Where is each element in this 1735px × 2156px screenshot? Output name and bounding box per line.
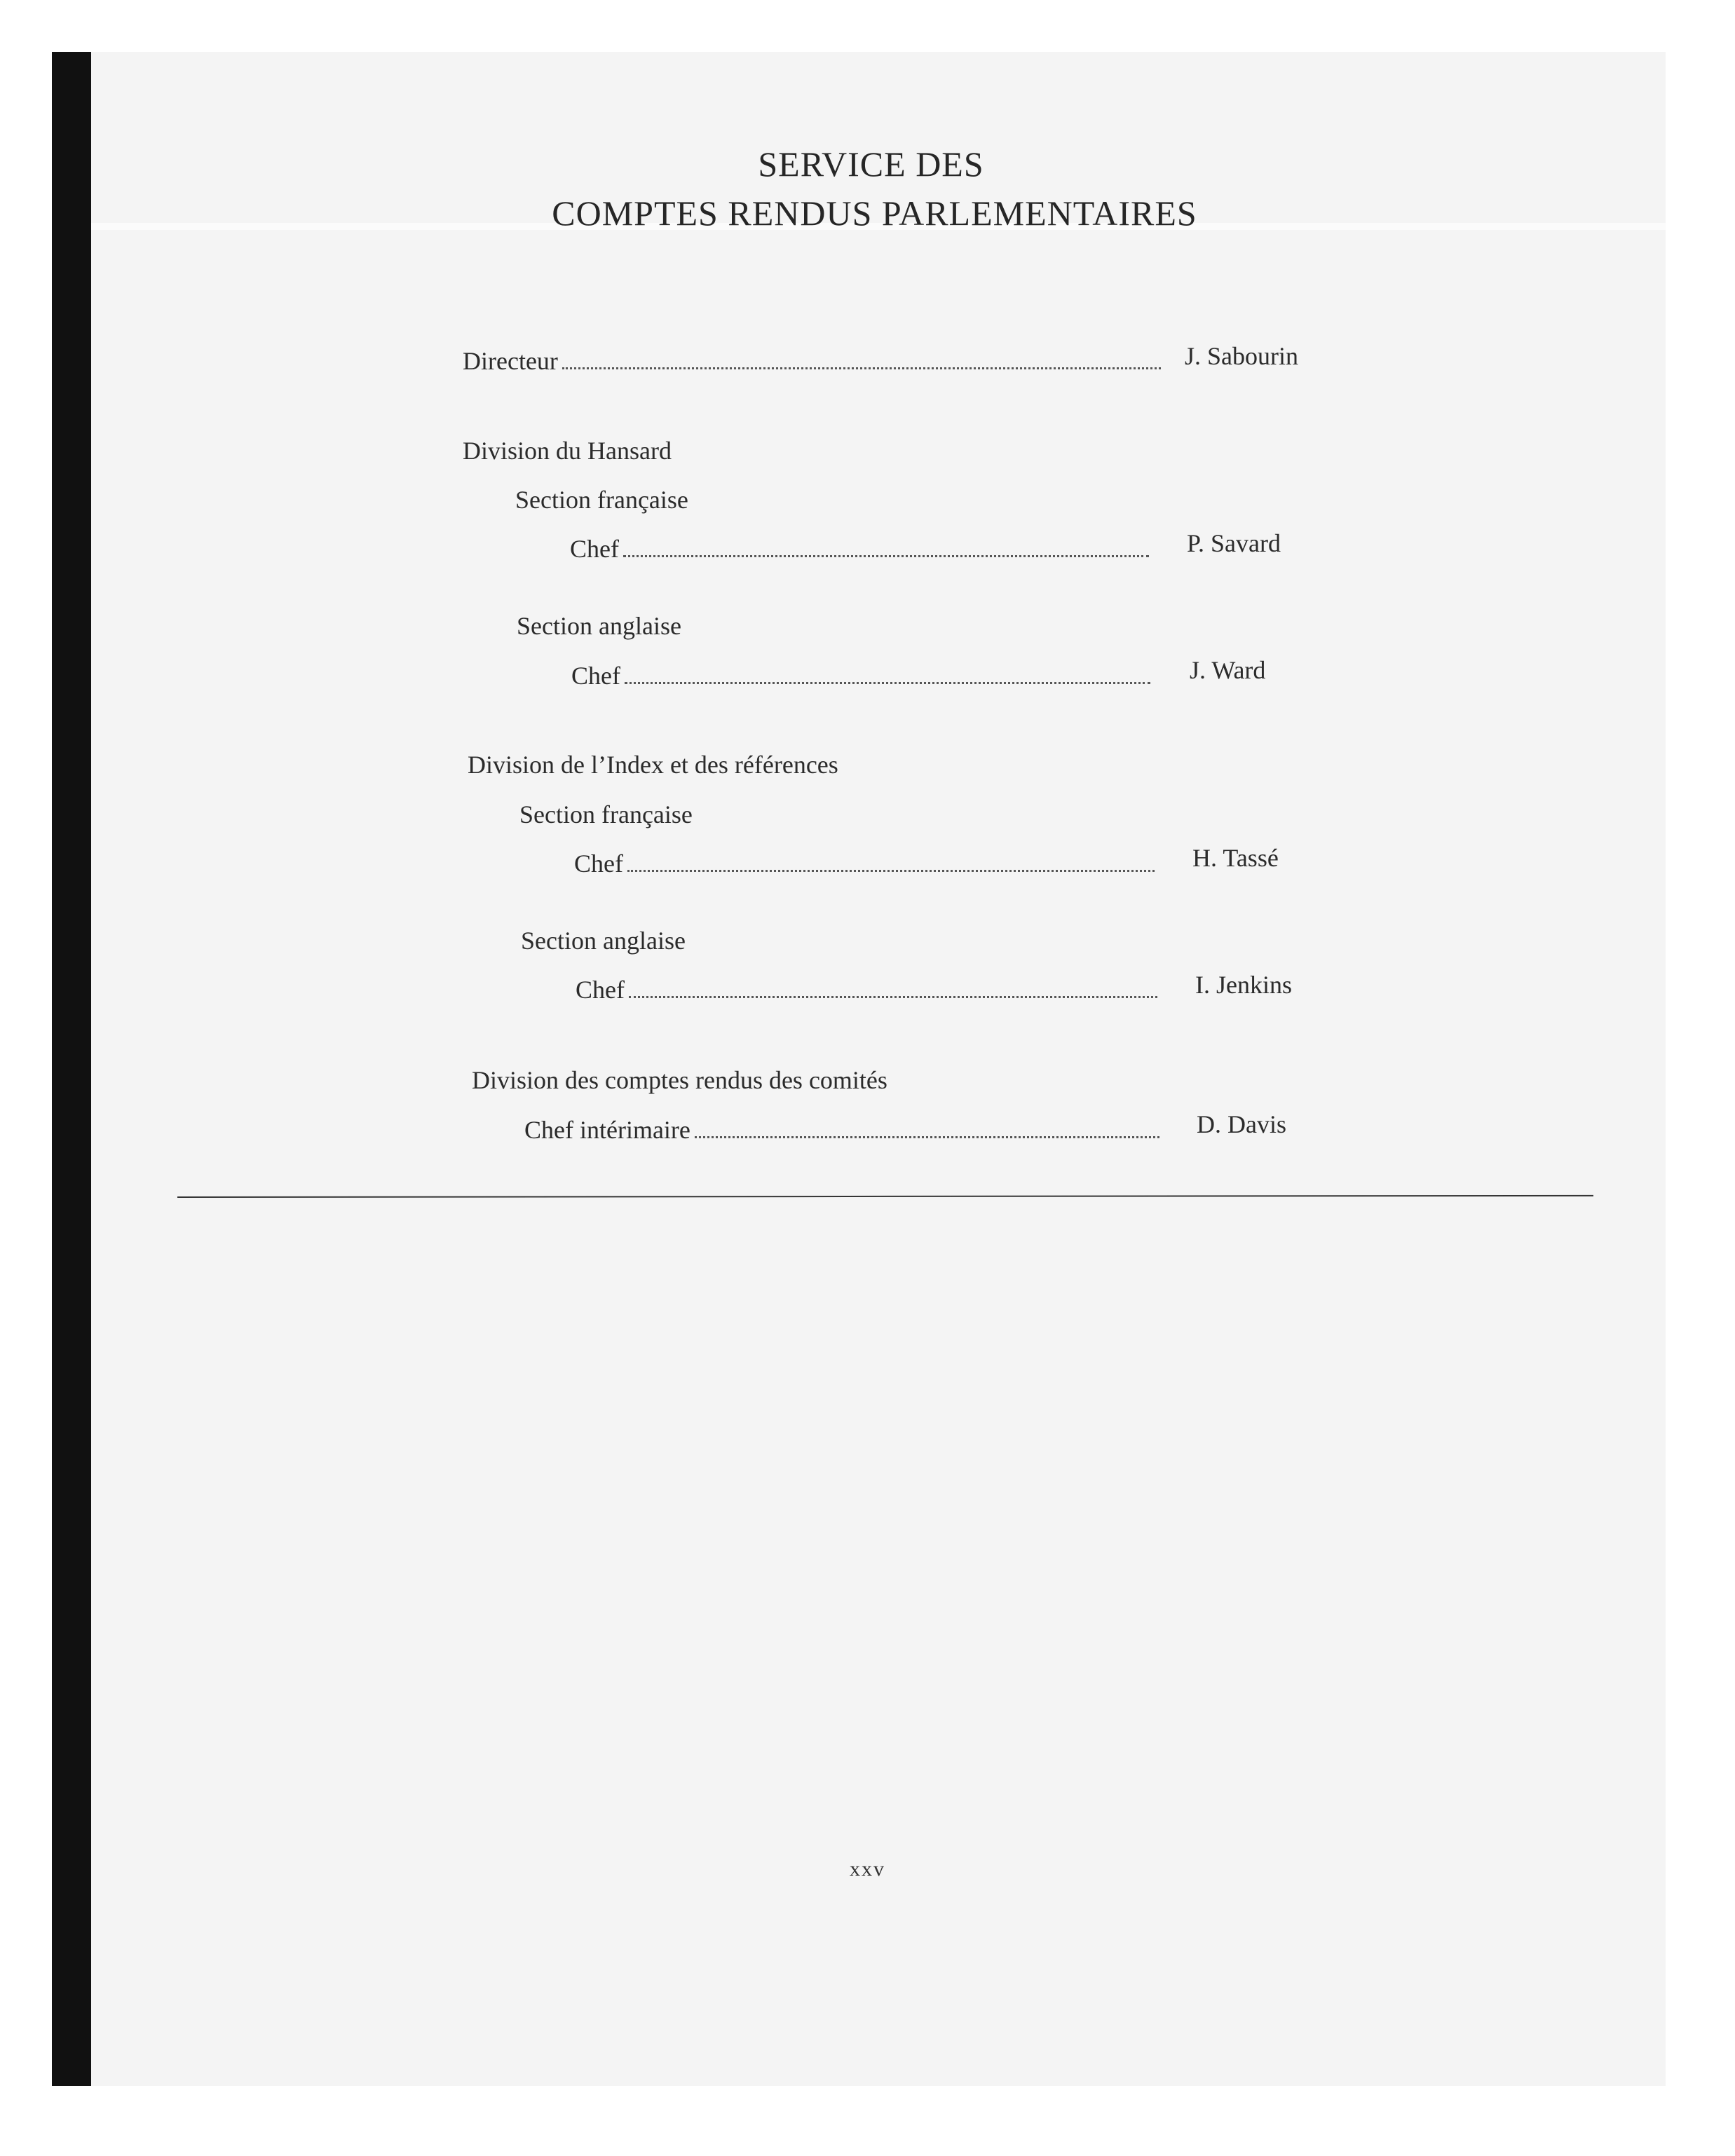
index-francaise-chef-row: [574, 849, 1157, 878]
directeur-label: Directeur: [463, 347, 558, 375]
chef-label: Chef: [576, 976, 625, 1004]
dot-leader: [623, 555, 1149, 557]
directeur-name: J. Sabourin: [1185, 342, 1298, 370]
index-section-francaise: Section française: [519, 800, 693, 828]
hansard-section-anglaise: Section anglaise: [517, 612, 681, 640]
index-section-anglaise: Section anglaise: [521, 927, 686, 955]
division-hansard-heading: Division du Hansard: [463, 437, 672, 465]
index-francaise-chef-name: H. Tassé: [1192, 844, 1279, 872]
chef-label: Chef: [574, 850, 623, 878]
comites-chef-row: [524, 1115, 1162, 1145]
comites-chef-name: D. Davis: [1197, 1110, 1286, 1138]
chef-interimaire-label: Chef intérimaire: [524, 1116, 690, 1144]
directeur-row: [463, 346, 1164, 376]
binding-edge: [52, 52, 91, 2086]
hansard-francaise-chef-row: [570, 534, 1152, 564]
dot-leader: [562, 367, 1161, 369]
dot-leader: [627, 870, 1155, 872]
division-index-heading: Division de l’Index et des références: [468, 751, 838, 779]
dot-leader: [625, 682, 1150, 684]
hansard-section-francaise: Section française: [515, 486, 688, 514]
dot-leader: [629, 996, 1157, 998]
index-anglaise-chef-row: [576, 975, 1160, 1004]
dot-leader: [695, 1136, 1159, 1138]
page-title-line-1: SERVICE DES: [758, 144, 984, 184]
chef-label: Chef: [571, 662, 620, 690]
hansard-francaise-chef-name: P. Savard: [1187, 529, 1281, 557]
index-anglaise-chef-name: I. Jenkins: [1195, 971, 1292, 999]
division-comites-heading: Division des comptes rendus des comités: [472, 1066, 887, 1094]
page-number: xxv: [850, 1857, 885, 1881]
hansard-anglaise-chef-row: [571, 661, 1153, 690]
hansard-anglaise-chef-name: J. Ward: [1190, 656, 1266, 684]
page-title-line-2: COMPTES RENDUS PARLEMENTAIRES: [552, 193, 1197, 233]
chef-label: Chef: [570, 535, 619, 563]
